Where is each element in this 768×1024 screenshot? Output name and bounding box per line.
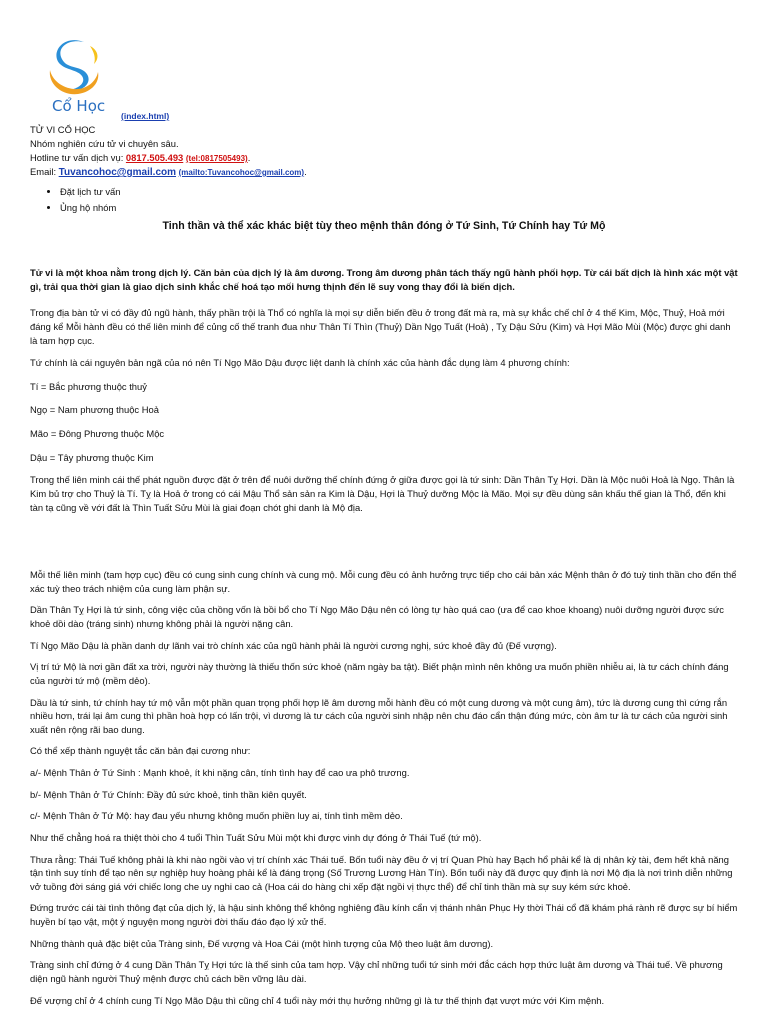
paragraph: Đứng trước cái tài tình thông đạt của dịch lý, là hậu sinh không thể không nghiêng đầu kính cẩn vị thánh nhân Phục Hy thời Thái cổ đã khám phá rành rẽ được sự bí hiểm huyền bí tạo vật, một ý nguyện mong người đời thấu đáo đạo lý xử thế. bbox=[30, 902, 738, 927]
paragraph: Những thành quả đặc biệt của Tràng sinh, Đế vượng và Hoa Cái (một hình tượng của Mộ theo luật âm dương). bbox=[30, 937, 494, 949]
paragraph: Trong thế liên minh cái thế phát nguồn được đặt ở trên để nuôi dưỡng thế chính đứng ở giữa được gọi là tứ sinh: Dần Thân Tỵ Hợi. Dần là Mộc nuôi Hoả là Ngọ. Thân là Kim bủ trợ cho Thuỷ là Tí. Tỵ là Hoả ở trong có cái Mậu Thổ sản sản ra Kim là Dậu, Hợi là Thuỷ dưỡng Mộc là Mão. Mọi sự đều dùng sân khấu thế gian là Thổ, đến khi tàn tạ cũng về với đất là Thìn Tuất Sửu Mùi là giai đoạn chót ghi danh là Mộ địa. bbox=[30, 474, 735, 513]
logo-yellow-swoosh bbox=[90, 46, 97, 64]
co-hoc-logo[interactable] bbox=[44, 36, 104, 98]
paragraph: Mỗi thế liên minh (tam hợp cục) đều có cung sinh cung chính và cung mộ. Mỗi cung đều có ảnh hưởng trực tiếp cho cái bản xác Mệnh thân ở đó tuỳ tinh thần cho đến thể xác tuỳ theo trách nhiệm của cung làm phận sự. bbox=[30, 569, 737, 594]
logo-blue-swoosh bbox=[56, 40, 88, 90]
site-name: TỬ VI CỔ HỌC bbox=[30, 124, 96, 135]
paragraph: Tứ chính là cái nguyên bản ngã của nó nên Tí Ngọ Mão Dậu được liệt danh là chính xác của hành đắc dụng làm 4 phương chính: bbox=[30, 357, 570, 369]
nav-item-support[interactable]: • Ủng hộ nhóm bbox=[60, 200, 120, 216]
article-title: Tinh thần và thể xác khác biệt tùy theo mệnh thân đóng ở Tứ Sinh, Tứ Chính hay Tứ Mộ bbox=[162, 220, 606, 232]
email-mailto-link[interactable]: (mailto:Tuvancohoc@gmail.com) bbox=[178, 168, 305, 177]
paragraph: Ngọ = Nam phương thuộc Hoả bbox=[30, 404, 159, 416]
paragraph: Thưa rằng: Thái Tuế không phải là khi nào ngồi vào vị trí chính xác Thái tuế. Bốn tuổi này đều ở vị trí Quan Phù hay Bạch hổ phải kể là dị nhân kỳ tài, đem hết khả năng tận tình suy tính để tạo nên sự nghiệp huy hoàng phải kể là đáng trọng (Số Trương Lương Hàn Tín). Bốn tuổi này đã được quy định là nơi Mộ địa là nơi trình diễn những vở tuồng đời sáng giá với chiếc long che uy nghi cao cả (Hoa cái do hàng chi xếp đặt ngồi vị thực thể) để chỉ tinh thần mà sự suy kém sức khoẻ. bbox=[30, 853, 733, 892]
paragraph: Tí = Bắc phương thuộc thuỷ bbox=[30, 380, 147, 392]
hotline-label: Hotline tư vấn dịch vụ: bbox=[30, 152, 126, 163]
site-tagline: Nhóm nghiên cứu tử vi chuyên sâu. bbox=[30, 138, 179, 149]
hotline-number-link[interactable]: 0817.505.493 bbox=[125, 152, 184, 163]
article-body bbox=[30, 266, 738, 1007]
paragraph: Đế vượng chỉ ở 4 chính cung Tí Ngọ Mão Dậu thì cũng chỉ 4 tuổi này mới thụ hưởng những gì là tư thế thịnh đạt vượt mức với Kim mệnh. bbox=[30, 994, 605, 1006]
email-label: Email: bbox=[30, 166, 59, 177]
contact-block bbox=[30, 123, 730, 179]
nav-list bbox=[48, 184, 120, 216]
paragraph: Dầu là tứ sinh, tứ chính hay tứ mộ vẫn một phần quan trọng phối hợp lẽ âm dương mỗi hành đều có một cung dương và một cung âm), tức là dương cung thì cứng rắn nhiều hơn, trái lại âm cung thì phần hoà hợp có lấn trội, vì dương là tư cách của người sinh nhập nên chu đáo cẩn thận đúng mức, còn âm tư là tư cách của người sinh xuất nên rộng rãi bao dung. bbox=[30, 696, 728, 735]
paragraph: b/- Mệnh Thân ở Tứ Chính: Đầy đủ sức khoẻ, tinh thần kiên quyết. bbox=[30, 788, 307, 800]
paragraph: Tí Ngọ Mão Dậu là phần danh dự lãnh vai trò chính xác của ngũ hành phải là người cương nghị, sức khoẻ đầy đủ (Đế vượng). bbox=[30, 639, 557, 651]
paragraph: Có thể xếp thành nguyệt tắc căn bản đại cương như: bbox=[30, 745, 251, 757]
hotline-end: . bbox=[247, 152, 251, 163]
paragraph: Mão = Đông Phương thuộc Mộc bbox=[30, 428, 165, 439]
email-end: . bbox=[304, 166, 307, 177]
intro-paragraph: Tử vi là một khoa nằm trong dịch lý. Căn bản của dịch lý là âm dương. Trong âm dương phân tách thấy ngũ hành phối hợp. Từ cái bất dịch là hình xác một vật gì, trải qua thời gian là giao dịch sinh khắc chế hoá tạo mối hưng thịnh đến lẽ suy vong thay đổi là biến dịch. bbox=[30, 267, 738, 292]
paragraph: Dậu = Tây phương thuộc Kim bbox=[30, 451, 154, 463]
email-line bbox=[30, 165, 730, 179]
logo-orange-swoosh bbox=[50, 70, 98, 94]
home-link[interactable]: (index.html) bbox=[121, 111, 170, 121]
paragraph: Trong địa bàn tử vi có đầy đủ ngũ hành, thấy phần trội là Thổ có nghĩa là mọi sự diễn biến đều ở trong đất mà ra, mà sự khắc chế chỉ ở 4 thế Kim, Mộc, Thuỷ, Hoả mới đáng kể Mỗi hành đều có thế liên minh để củng cố thế tranh đua như Thân Tí Thìn (Thuỷ) Dần Ngọ Tuất (Hoả) , Tỵ Dậu Sửu (Kim) và Hợi Mão Mùi (Mộc) được ghi danh là tam hợp cục. bbox=[30, 307, 731, 346]
email-link[interactable]: Tuvancohoc@gmail.com bbox=[58, 167, 177, 178]
spacer bbox=[30, 514, 738, 568]
paragraph: Tràng sinh chỉ đứng ở 4 cung Dần Thân Tỵ Hợi tức là thế sinh của tam hợp. Vậy chỉ những tuổi tứ sinh mới đắc cách hợp thức luật âm dương và Thái tuế. Về phương diện ngũ hành người Thuỷ mệnh được chủ cách bền vững lâu dài. bbox=[30, 959, 723, 984]
logo-text: Cổ Học bbox=[52, 97, 106, 115]
paragraph: Vị trí tứ Mộ là nơi gần đất xa trời, người này thường là thiếu thốn sức khoẻ (năm ngày ba tật). Biết phận mình nên không ưa muốn phiền nhiễu ai, là tư cách chính đáng của người tứ mộ (mềm dẻo). bbox=[30, 661, 729, 686]
paragraph: Dần Thân Tỵ Hợi là tứ sinh, công việc của chồng vốn là bồi bổ cho Tí Ngọ Mão Dậu nên có lòng tự hào quá cao (ưa để cao khoe khoang) nuôi dưỡng người được sức khoẻ dồi dào (tráng sinh) nhưng không phải là người nặng cân. bbox=[30, 604, 724, 629]
paragraph: Như thế chẳng hoá ra thiệt thòi cho 4 tuổi Thìn Tuất Sửu Mùi một khi được vinh dự đóng ở Thái Tuế (tứ mộ). bbox=[30, 831, 482, 843]
paragraph: a/- Mệnh Thân ở Tứ Sinh : Mạnh khoẻ, ít khi nặng cân, tính tình hay để cao ưa phô trương. bbox=[30, 767, 410, 778]
nav-item-booking[interactable]: • Đặt lịch tư vấn bbox=[60, 184, 120, 200]
hotline-line bbox=[30, 151, 730, 165]
paragraph: c/- Mệnh Thân ở Tứ Mộ: hay đau yếu nhưng không muốn phiền luy ai, tính tình mềm dẻo. bbox=[30, 810, 403, 822]
hotline-tel-link[interactable]: (tel:0817505493) bbox=[185, 154, 248, 163]
